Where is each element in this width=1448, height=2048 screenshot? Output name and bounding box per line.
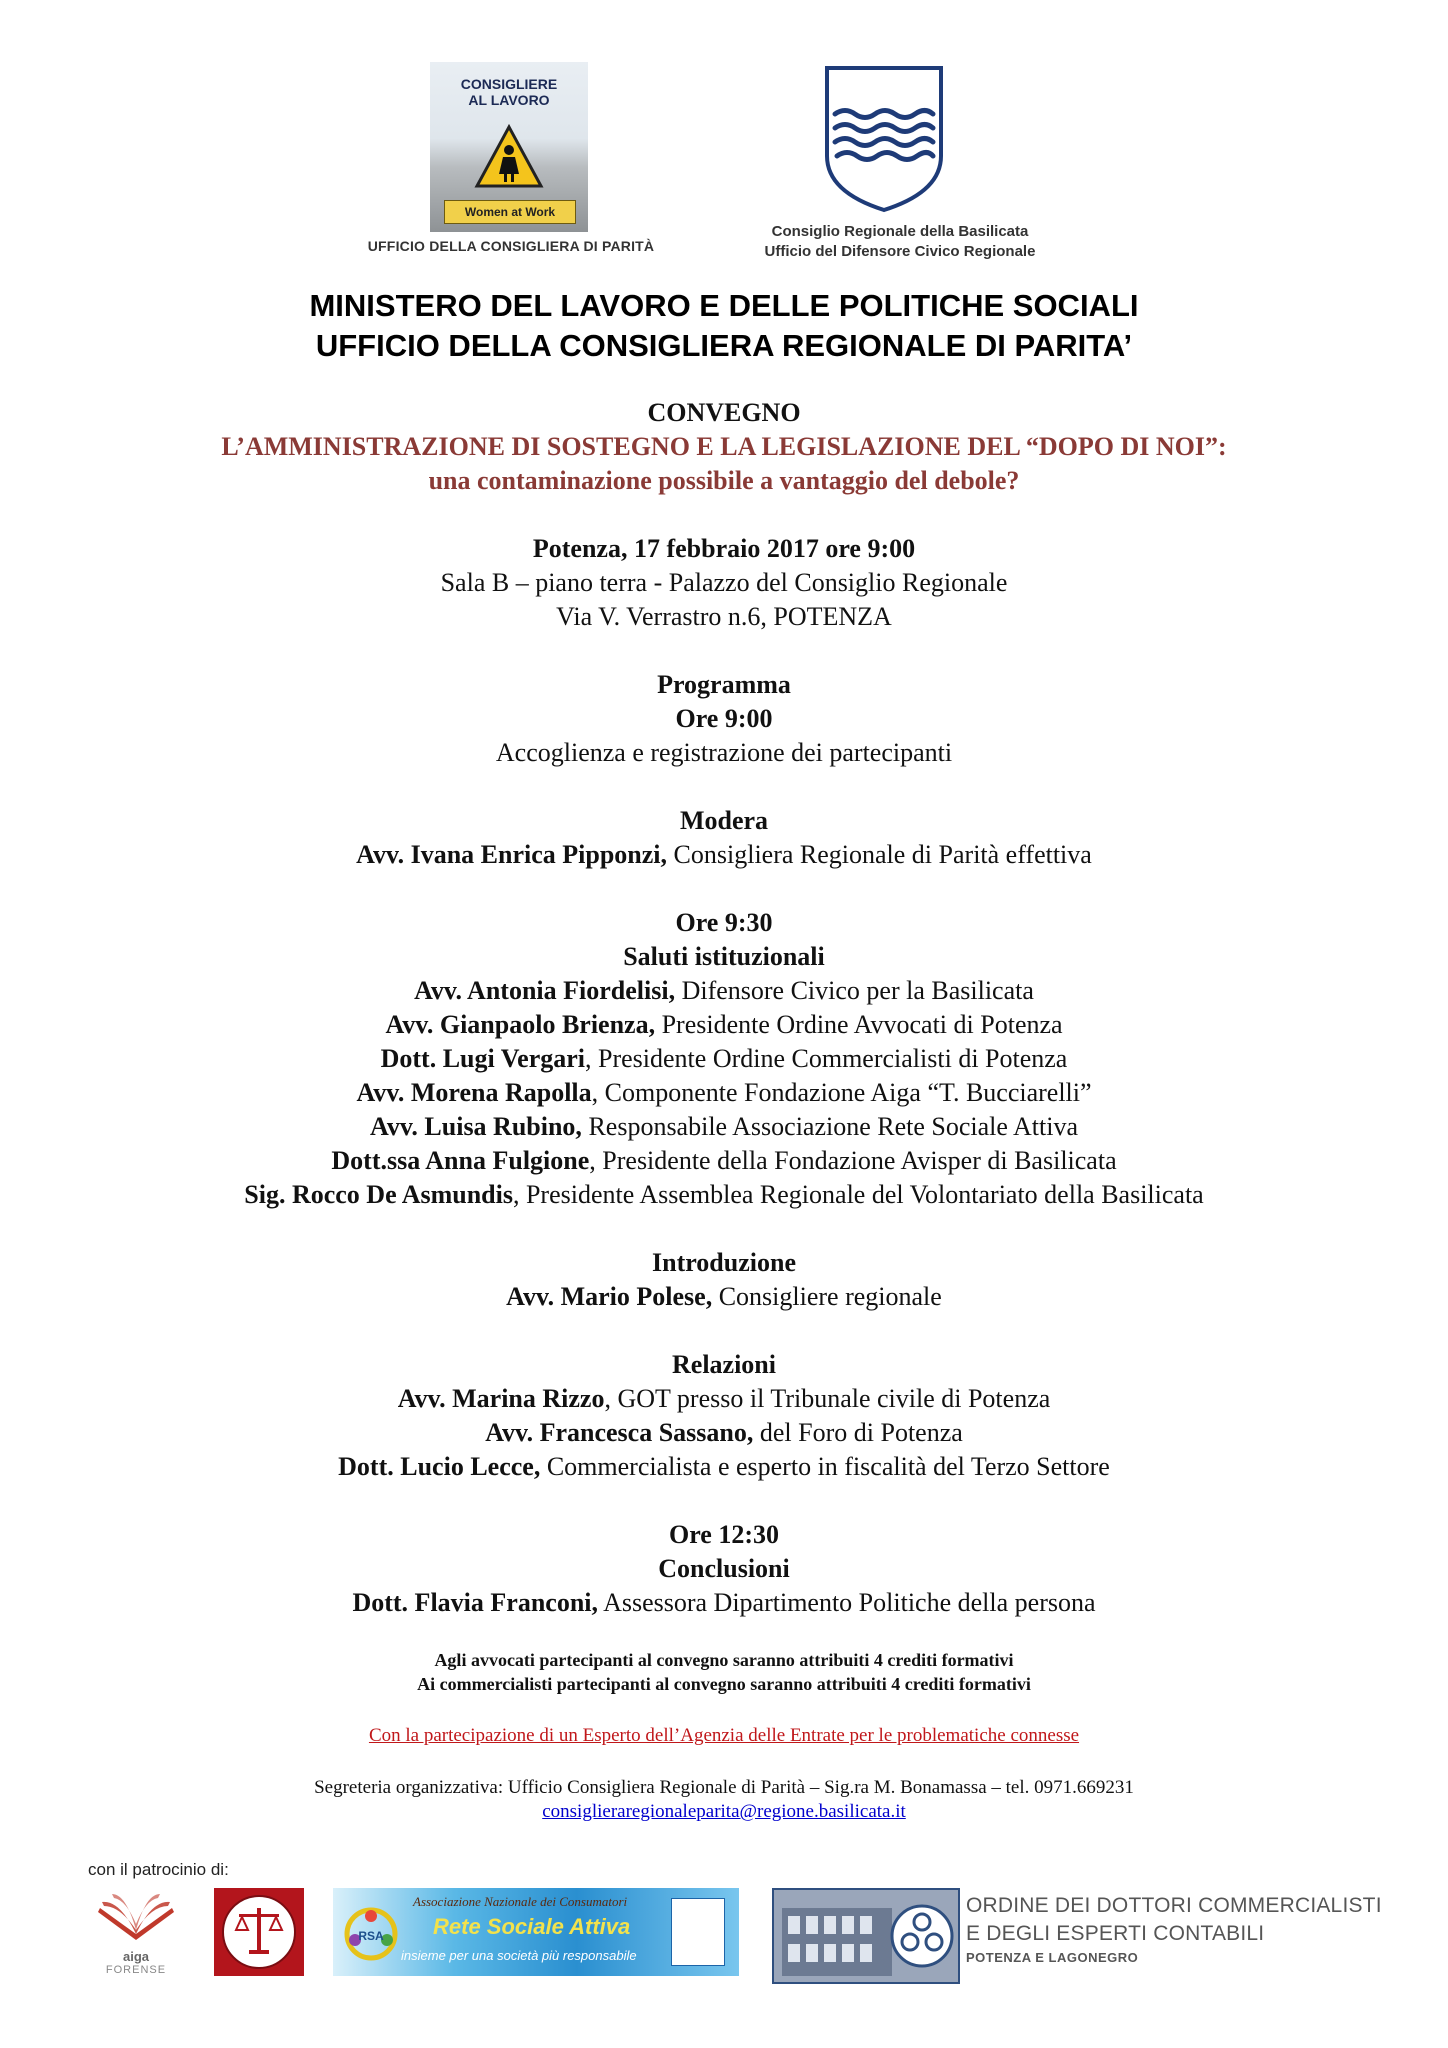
- logo-text: AL LAVORO: [468, 92, 550, 108]
- speaker-line: [0, 1110, 1448, 1144]
- regione-basilicata-crest-icon: [823, 64, 945, 214]
- office-title: UFFICIO DELLA CONSIGLIERA REGIONALE DI PARITA’: [315, 328, 1133, 363]
- speaker-line: [0, 1144, 1448, 1178]
- speaker-name: Avv. Ivana Enrica Pipponzi,: [356, 840, 668, 869]
- building-icon: [774, 1890, 958, 1982]
- regione-caption-line: Ufficio del Difensore Civico Regionale: [764, 243, 1036, 260]
- speaker-line: [0, 1178, 1448, 1212]
- ministry-title: MINISTERO DEL LAVORO E DELLE POLITICHE SOCIALI: [309, 288, 1139, 323]
- speaker-name: Avv. Morena Rapolla: [356, 1078, 592, 1107]
- consigliere-logo: [430, 62, 588, 232]
- session-time: Ore 9:30: [675, 908, 773, 937]
- greetings-heading: Saluti istituzionali: [623, 942, 825, 971]
- notice-wrapper: [0, 1724, 1448, 1748]
- program-heading: Programma: [657, 670, 791, 699]
- email-wrapper: [0, 1800, 1448, 1824]
- speaker-role: , Presidente Assemblea Regionale del Volontariato della Basilicata: [512, 1180, 1204, 1209]
- rsa-partner-badge: [671, 1898, 725, 1966]
- consigliere-caption: UFFICIO DELLA CONSIGLIERA DI PARITÀ: [367, 238, 655, 254]
- speaker-role: , Presidente della Fondazione Avisper di Basilicata: [589, 1146, 1117, 1175]
- secretariat-text: Segreteria organizzativa: Ufficio Consigliera Regionale di Parità – Sig.ra M. Bonamassa – tel. 0971.669231: [314, 1777, 1134, 1798]
- speaker-name: Sig. Rocco De Asmundis: [244, 1180, 513, 1209]
- speaker-line: [0, 1076, 1448, 1110]
- warning-sign-icon: [474, 124, 544, 190]
- speaker-line: [0, 1586, 1448, 1620]
- session-time: Ore 9:00: [675, 704, 773, 733]
- odc-text: [966, 1892, 1382, 1965]
- speaker-role: , Presidente Ordine Commercialisti di Potenza: [585, 1044, 1068, 1073]
- open-book-icon: [90, 1890, 182, 1942]
- speaker-role: Consigliera Regionale di Parità effettiva: [667, 840, 1092, 869]
- patronage-label: con il patrocinio di:: [88, 1860, 229, 1879]
- rsa-name: Rete Sociale Attiva: [433, 1914, 631, 1939]
- speaker-name: Avv. Gianpaolo Brienza,: [385, 1010, 656, 1039]
- regione-caption: [700, 222, 1100, 262]
- closing-heading: Conclusioni: [658, 1554, 790, 1583]
- speaker-name: Avv. Marina Rizzo: [397, 1384, 605, 1413]
- speaker-role: Difensore Civico per la Basilicata: [675, 976, 1034, 1005]
- aiga-logo: [90, 1890, 182, 1978]
- event-address: Via V. Verrastro n.6, POTENZA: [556, 602, 892, 631]
- speaker-role: Responsabile Associazione Rete Sociale Attiva: [581, 1112, 1078, 1141]
- odc-building-logo: [772, 1888, 960, 1984]
- women-at-work-sign: Women at Work: [444, 200, 576, 224]
- moderator-line: [0, 838, 1448, 872]
- speaker-name: Avv. Mario Polese,: [506, 1282, 713, 1311]
- odc-line: POTENZA E LAGONEGRO: [966, 1950, 1139, 1965]
- event-room: Sala B – piano terra - Palazzo del Consiglio Regionale: [440, 568, 1008, 597]
- speaker-role: Commercialista e esperto in fiscalità del Terzo Settore: [540, 1452, 1110, 1481]
- credits-lawyers: Agli avvocati partecipanti al convegno saranno attribuiti 4 crediti formativi: [434, 1650, 1014, 1670]
- agenzia-notice: Con la partecipazione di un Esperto dell’Agenzia delle Entrate per le problematiche connesse: [368, 1725, 1080, 1746]
- credits-accountants: Ai commercialisti partecipanti al convegno saranno attribuiti 4 crediti formativi: [417, 1674, 1031, 1694]
- talks-heading: Relazioni: [672, 1350, 776, 1379]
- speaker-name: Dott. Lugi Vergari: [380, 1044, 586, 1073]
- speaker-name: Avv. Luisa Rubino,: [370, 1112, 582, 1141]
- speaker-line: [0, 974, 1448, 1008]
- speaker-line: [0, 1416, 1448, 1450]
- speaker-role: , Componente Fondazione Aiga “T. Bucciarelli”: [591, 1078, 1092, 1107]
- rsa-association: Associazione Nazionale dei Consumatori: [413, 1894, 628, 1909]
- svg-text:RSA: RSA: [358, 1929, 384, 1943]
- speaker-role: Assessora Dipartimento Politiche della persona: [598, 1588, 1096, 1617]
- speaker-name: Avv. Francesca Sassano,: [485, 1418, 754, 1447]
- session-time: Ore 12:30: [669, 1520, 779, 1549]
- speaker-name: Dott.ssa Anna Fulgione: [331, 1146, 590, 1175]
- speaker-line: [0, 1450, 1448, 1484]
- speaker-name: Avv. Antonia Fiordelisi,: [414, 976, 676, 1005]
- session-text: Accoglienza e registrazione dei partecipanti: [495, 738, 953, 767]
- speaker-line: [0, 1008, 1448, 1042]
- speaker-line: [0, 1382, 1448, 1416]
- aiga-text: aiga: [122, 1949, 149, 1964]
- event-date: Potenza, 17 febbraio 2017 ore 9:00: [532, 534, 916, 563]
- rsa-tagline: insieme per una società più responsabile: [401, 1948, 637, 1963]
- speaker-line: [0, 1042, 1448, 1076]
- fondazione-aiga-logo: [214, 1888, 304, 1976]
- intro-heading: Introduzione: [652, 1248, 796, 1277]
- speaker-role: Presidente Ordine Avvocati di Potenza: [655, 1010, 1063, 1039]
- regione-caption-line: Consiglio Regionale della Basilicata: [771, 223, 1029, 240]
- speaker-name: Dott. Lucio Lecce,: [338, 1452, 541, 1481]
- aiga-sub: FORENSE: [105, 1964, 167, 1976]
- ministry-header: [0, 286, 1448, 366]
- speaker-role: , GOT presso il Tribunale civile di Potenza: [604, 1384, 1051, 1413]
- speaker-line: [0, 1280, 1448, 1314]
- rsa-emblem-icon: [343, 1906, 399, 1962]
- speaker-role: Consigliere regionale: [712, 1282, 942, 1311]
- speaker-role: del Foro di Potenza: [753, 1418, 963, 1447]
- event-kind: CONVEGNO: [647, 398, 801, 427]
- speaker-name: Dott. Flavia Franconi,: [352, 1588, 598, 1617]
- event-title: L’AMMINISTRAZIONE DI SOSTEGNO E LA LEGISLAZIONE DEL “DOPO DI NOI”:: [221, 432, 1227, 461]
- logo-text: CONSIGLIERE: [460, 76, 558, 92]
- odc-line: E DEGLI ESPERTI CONTABILI: [966, 1922, 1265, 1945]
- odc-line: ORDINE DEI DOTTORI COMMERCIALISTI: [966, 1894, 1382, 1917]
- moderator-heading: Modera: [679, 806, 769, 835]
- event-subtitle: una contaminazione possibile a vantaggio del debole?: [428, 466, 1020, 495]
- scales-of-justice-icon: [214, 1888, 304, 1976]
- secretariat-email-link[interactable]: consiglieraregionaleparita@regione.basilicata.it: [542, 1801, 906, 1822]
- rete-sociale-attiva-logo: [333, 1888, 739, 1976]
